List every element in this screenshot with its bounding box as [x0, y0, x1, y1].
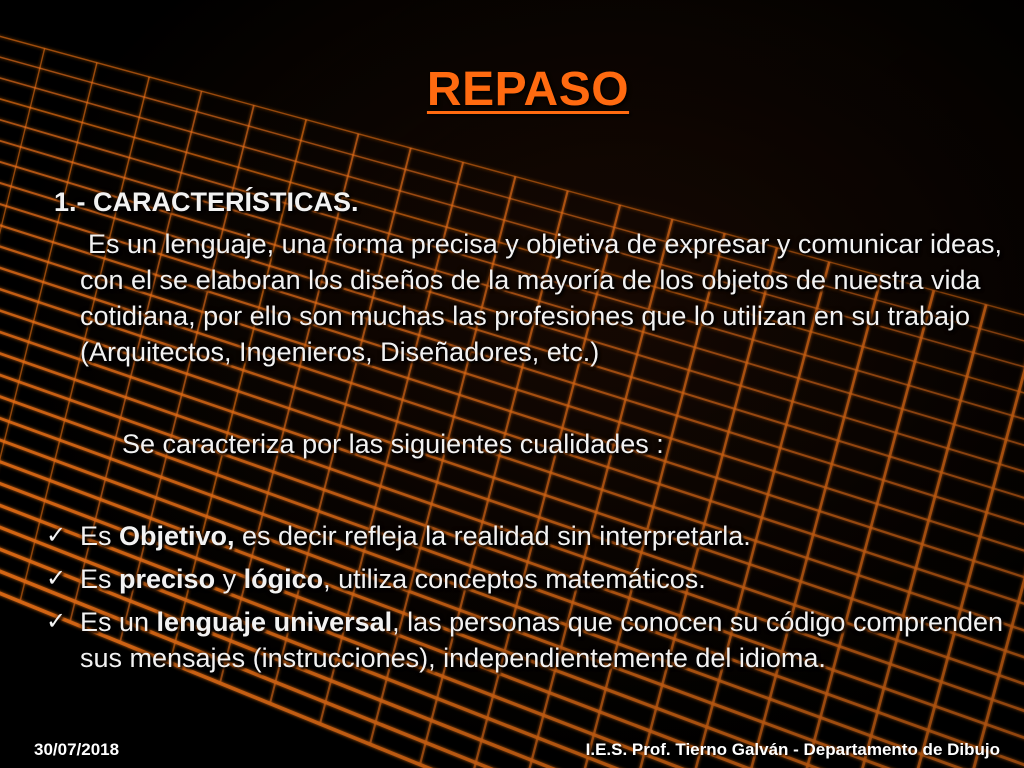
qualities-list	[44, 518, 1004, 683]
check-icon: ✓	[46, 608, 67, 635]
bullet-bold: Objetivo,	[119, 521, 235, 551]
bullet-text: Es	[80, 521, 120, 551]
qualities-intro: Se caracteriza por las siguientes cualidades :	[122, 429, 664, 459]
section-heading: 1.- CARACTERÍSTICAS.	[54, 187, 359, 217]
list-item	[44, 604, 1004, 676]
bullet-bold: preciso	[119, 564, 216, 594]
intro-paragraph: Es un lenguaje, una forma precisa y objetiva de expresar y comunicar ideas, con el se elaboran los diseños de la mayoría de los objetos de nuestra vida cotidiana, por ello son muchas las profesiones que lo utilizan en su trabajo (Arquitectos, Ingenieros, Diseñadores, etc.)	[80, 229, 1002, 367]
list-item	[44, 518, 1004, 554]
check-icon: ✓	[46, 565, 67, 592]
bullet-text: Es un	[80, 607, 157, 637]
bullet-text: , las personas que conocen su código comprenden sus mensajes (instrucciones), independientemente del idioma.	[80, 607, 1004, 673]
bullet-text: es decir refleja la realidad sin interpretarla.	[234, 521, 751, 551]
bullet-text: , utiliza conceptos matemáticos.	[323, 564, 706, 594]
bullet-bold: lógico	[243, 564, 324, 594]
bullet-text: y	[215, 564, 244, 594]
bullet-text: Es	[80, 564, 120, 594]
check-icon: ✓	[46, 522, 67, 549]
list-item	[44, 561, 1004, 597]
slide-title: REPASO	[426, 63, 630, 116]
footer-organization: I.E.S. Prof. Tierno Galván - Departamento de Dibujo	[585, 740, 1000, 759]
bullet-bold: lenguaje universal	[156, 607, 393, 637]
footer-date: 30/07/2018	[34, 740, 120, 759]
